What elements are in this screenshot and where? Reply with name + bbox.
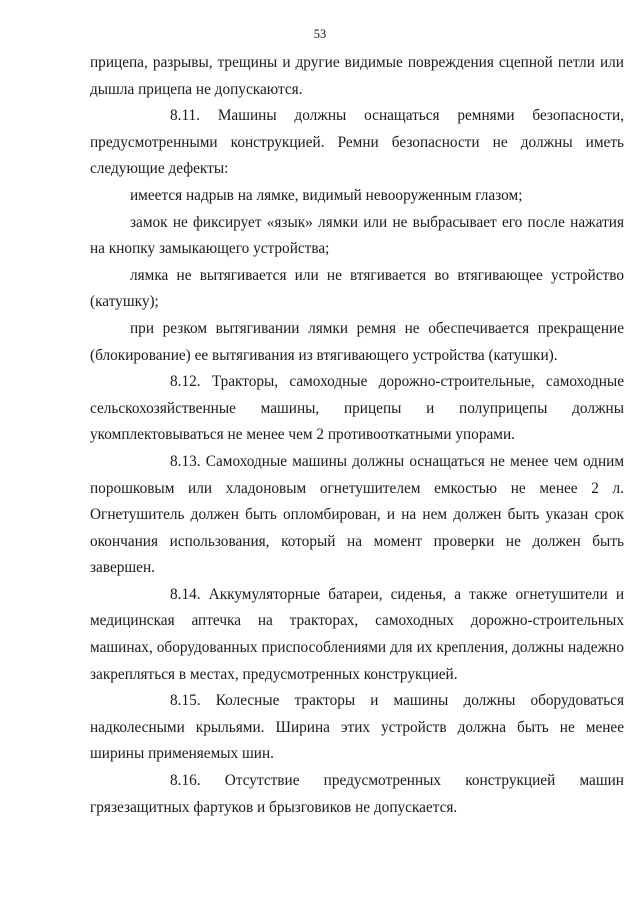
clause-number: 8.15. bbox=[170, 692, 201, 710]
clause-number: 8.11. bbox=[170, 107, 201, 125]
document-body bbox=[90, 50, 624, 821]
list-item-defect: при резком вытягивании лямки ремня не обеспечивается прекращение (блокирование) ее вытягивания из втягивающего устройства (катушки). bbox=[90, 319, 624, 364]
paragraph-text: Самоходные машины должны оснащаться не менее чем одним порошковым или хладоновым огнетушителем емкостью не менее 2 л. Огнетушитель должен быть опломбирован, и на нем должен быть указан срок окончания использования, который на момент проверки не должен быть завершен. bbox=[90, 452, 624, 577]
list-item-defect: замок не фиксирует «язык» лямки или не выбрасывает его после нажатия на кнопку замыкающего устройства; bbox=[90, 213, 624, 258]
paragraph-8-11 bbox=[90, 103, 624, 183]
paragraph-8-12 bbox=[90, 369, 624, 449]
list-item-defect: лямка не вытягивается или не втягивается во втягивающее устройство (катушку); bbox=[90, 266, 624, 311]
paragraph-text: Машины должны оснащаться ремнями безопасности, предусмотренными конструкцией. Ремни безопасности не должны иметь следующие дефекты: bbox=[90, 107, 624, 178]
paragraph-8-13 bbox=[90, 449, 624, 582]
page-number: 53 bbox=[313, 27, 327, 41]
paragraph-8-16 bbox=[90, 768, 624, 821]
clause-number: 8.13. bbox=[170, 452, 201, 470]
clause-number: 8.16. bbox=[170, 772, 201, 790]
paragraph-continuation: прицепа, разрывы, трещины и другие видимые повреждения сцепной петли или дышла прицепа не допускаются. bbox=[90, 54, 624, 98]
paragraph-8-15 bbox=[90, 688, 624, 768]
paragraph-text: Аккумуляторные батареи, сиденья, а также огнетушители и медицинская аптечка на тракторах, самоходных дорожно-строительных машинах, оборудованных приспособлениями для их крепления, должны надежно закрепляться в местах, предусмотренных конструкцией. bbox=[90, 585, 624, 683]
paragraph-text: Колесные тракторы и машины должны оборудоваться надколесными крыльями. Ширина этих устройств должна быть не менее ширины применяемых шин. bbox=[90, 692, 624, 763]
list-item-defect: имеется надрыв на лямке, видимый невооруженным глазом; bbox=[130, 186, 523, 204]
clause-number: 8.14. bbox=[170, 585, 201, 603]
clause-number: 8.12. bbox=[170, 373, 201, 391]
paragraph-text: Тракторы, самоходные дорожно-строительные, самоходные сельскохозяйственные машины, прицепы и полуприцепы должны укомплектовываться не менее чем 2 противооткатными упорами. bbox=[90, 373, 624, 444]
paragraph-8-14 bbox=[90, 582, 624, 688]
paragraph-text: Отсутствие предусмотренных конструкцией машин грязезащитных фартуков и брызговиков не допускается. bbox=[90, 772, 624, 816]
